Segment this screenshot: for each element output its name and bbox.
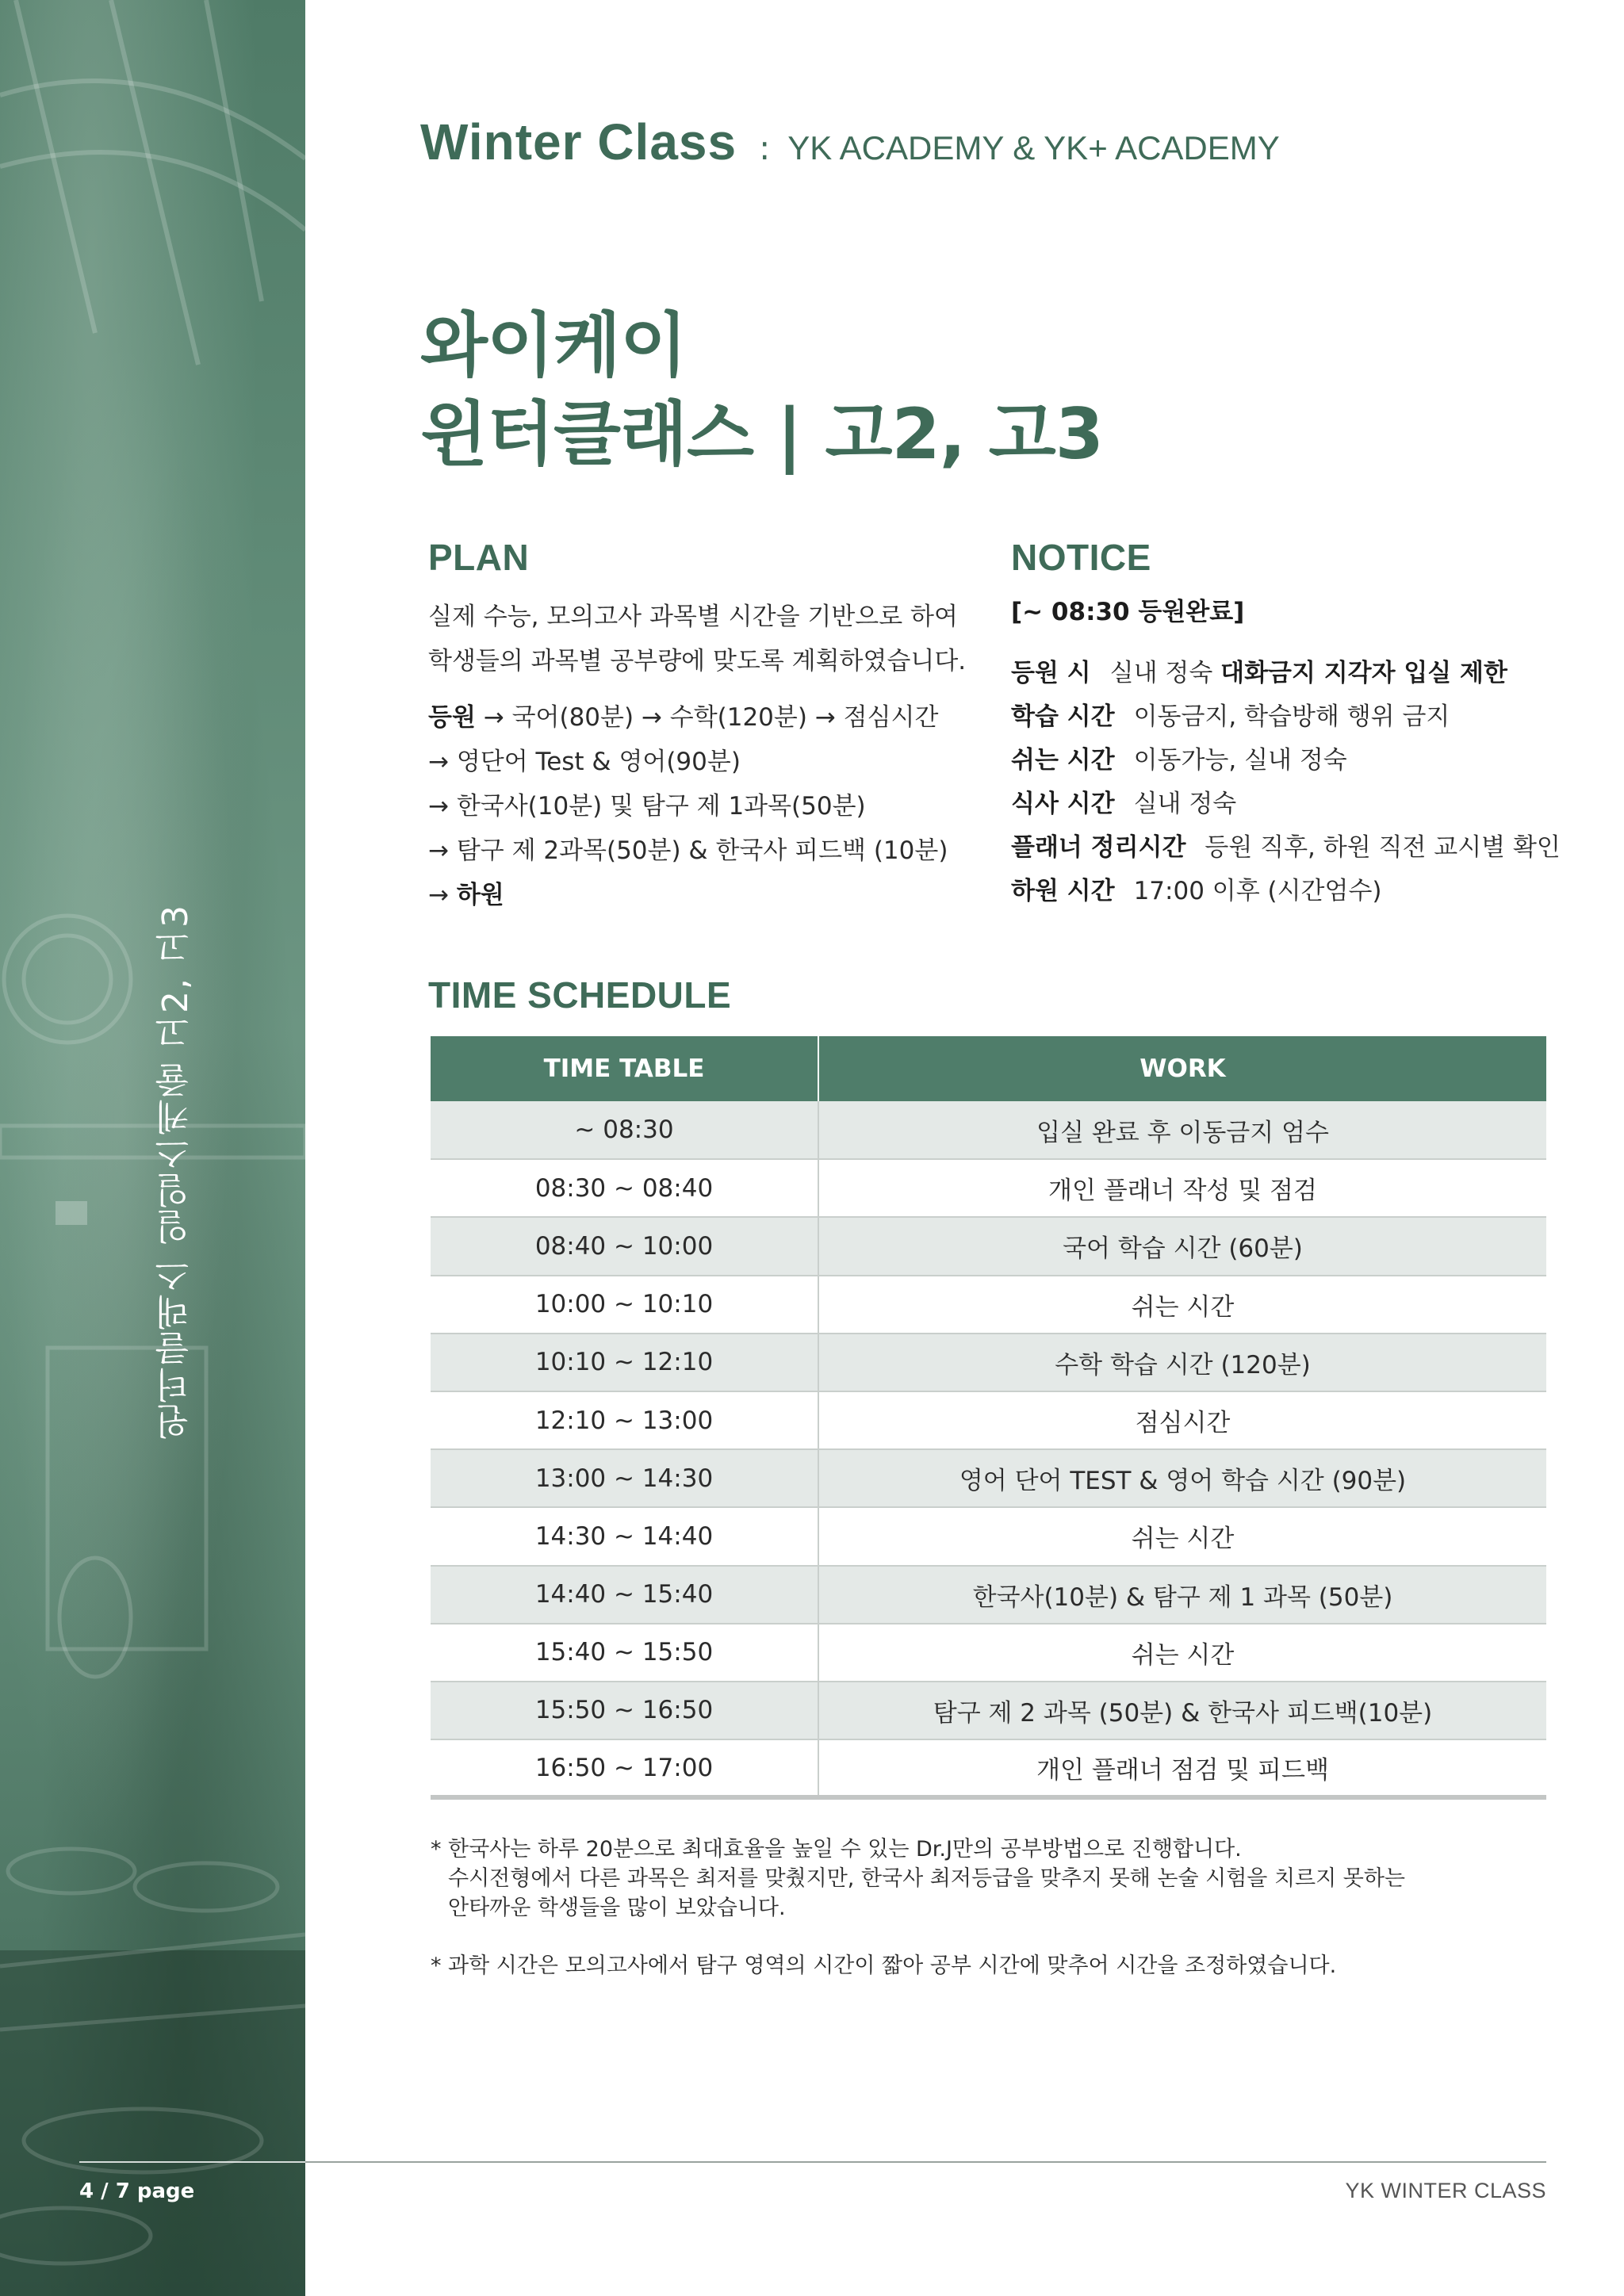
time-cell: 15:50 ~ 16:50 <box>431 1682 818 1739</box>
column-header-time: TIME TABLE <box>431 1036 818 1101</box>
plan-step-text: → 한국사(10분) 및 탐구 제 1과목(50분) <box>428 792 866 821</box>
time-cell: 13:00 ~ 14:30 <box>431 1449 818 1507</box>
schedule-heading: TIME SCHEDULE <box>428 974 732 1016</box>
footnote-marker: * <box>431 1837 442 1862</box>
page-title <box>420 301 1103 479</box>
work-cell: 영어 단어 TEST & 영어 학습 시간 (90분) <box>818 1449 1546 1507</box>
time-cell: 16:50 ~ 17:00 <box>431 1739 818 1797</box>
table-row <box>431 1566 1546 1624</box>
notice-item <box>1011 739 1566 783</box>
time-cell: 10:00 ~ 10:10 <box>431 1276 818 1334</box>
work-cell: 개인 플래너 작성 및 점검 <box>818 1159 1546 1217</box>
table-row <box>431 1682 1546 1739</box>
notice-text: 등원 직후, 하원 직전 교시별 확인 <box>1205 833 1561 862</box>
table-row <box>431 1276 1546 1334</box>
work-cell: 쉬는 시간 <box>818 1276 1546 1334</box>
work-cell: 국어 학습 시간 (60분) <box>818 1217 1546 1275</box>
plan-intro <box>428 595 983 683</box>
plan-step <box>428 695 983 740</box>
page-title-line-2: 윈터클래스 | 고2, 고3 <box>420 393 1103 475</box>
time-cell: 08:30 ~ 08:40 <box>431 1159 818 1217</box>
notice-item <box>1011 783 1566 826</box>
page-number: 4 / 7 page <box>79 2179 195 2203</box>
plan-step-text: → 영단어 Test & 영어(90분) <box>428 748 741 776</box>
notice-text: 실내 정숙 <box>1109 659 1221 687</box>
plan-step-text: → 국어(80분) → 수학(120분) → 점심시간 <box>475 703 939 732</box>
work-cell: 쉬는 시간 <box>818 1507 1546 1565</box>
time-cell: ~ 08:30 <box>431 1101 818 1159</box>
table-row <box>431 1739 1546 1797</box>
table-header-row <box>431 1036 1546 1101</box>
notice-item <box>1011 870 1566 913</box>
time-cell: 08:40 ~ 10:00 <box>431 1217 818 1275</box>
work-cell: 개인 플래너 점검 및 피드백 <box>818 1739 1546 1797</box>
notice-arrival-deadline: [~ 08:30 등원완료] <box>1011 598 1245 626</box>
work-cell: 점심시간 <box>818 1391 1546 1449</box>
plan-intro-line: 학생들의 과목별 공부량에 맞도록 계획하였습니다. <box>428 647 967 675</box>
header-title: Winter Class <box>420 113 737 170</box>
notice-text: 이동금지, 학습방해 행위 금지 <box>1133 702 1450 731</box>
plan-step-bold: 등원 <box>428 703 476 732</box>
page-header <box>420 113 1280 171</box>
table-row <box>431 1624 1546 1682</box>
time-cell: 12:10 ~ 13:00 <box>431 1391 818 1449</box>
table-row <box>431 1159 1546 1217</box>
footnote-marker: * <box>431 1954 442 1978</box>
footnote <box>431 1835 1541 1923</box>
plan-step <box>428 828 983 873</box>
table-row <box>431 1334 1546 1391</box>
schedule-table <box>431 1036 1546 1800</box>
notice-item <box>1011 826 1566 870</box>
footnote-line: 한국사는 하루 20분으로 최대효율을 높일 수 있는 Dr.J만의 공부방법으로 진행합니다. <box>448 1837 1242 1862</box>
time-cell: 14:40 ~ 15:40 <box>431 1566 818 1624</box>
table-row <box>431 1507 1546 1565</box>
notice-text: 17:00 이후 (시간엄수) <box>1133 877 1382 905</box>
footnote-line: 수시전형에서 다른 과목은 최저를 맞췄지만, 한국사 최저등급을 맞추지 못해 논술 시험을 치르지 못하는 <box>448 1866 1406 1891</box>
plan-heading: PLAN <box>428 537 530 578</box>
notice-label: 하원 시간 <box>1011 877 1115 905</box>
page-title-line-1: 와이케이 <box>420 304 688 386</box>
work-cell: 입실 완료 후 이동금지 엄수 <box>818 1101 1546 1159</box>
notice-item <box>1011 695 1566 739</box>
table-row <box>431 1391 1546 1449</box>
plan-steps <box>428 695 983 917</box>
work-cell: 쉬는 시간 <box>818 1624 1546 1682</box>
notice-heading: NOTICE <box>1011 537 1151 578</box>
footer-divider-left <box>79 2161 305 2163</box>
footnotes <box>431 1835 1541 2009</box>
sidebar-photo-panel <box>0 0 305 2296</box>
notice-list <box>1011 595 1566 913</box>
time-cell: 15:40 ~ 15:50 <box>431 1624 818 1682</box>
plan-step <box>428 784 983 828</box>
plan-intro-line: 실제 수능, 모의고사 과목별 시간을 기반으로 하여 <box>428 603 958 631</box>
footer-divider <box>305 2161 1546 2163</box>
footer-brand: YK WINTER CLASS <box>1345 2179 1546 2202</box>
plan-step <box>428 873 983 917</box>
header-subtitle: YK ACADEMY & YK+ ACADEMY <box>787 129 1280 166</box>
notice-item <box>1011 652 1566 695</box>
notice-label: 쉬는 시간 <box>1011 746 1115 775</box>
notice-label: 식사 시간 <box>1011 790 1115 818</box>
notice-label: 학습 시간 <box>1011 702 1115 731</box>
column-header-work: WORK <box>818 1036 1546 1101</box>
footnote <box>431 1951 1541 1980</box>
notice-text: 실내 정숙 <box>1133 790 1237 818</box>
table-row <box>431 1449 1546 1507</box>
notice-text-bold: 대화금지 지각자 입실 제한 <box>1220 659 1507 687</box>
work-cell: 탐구 제 2 과목 (50분) & 한국사 피드백(10분) <box>818 1682 1546 1739</box>
notice-label: 등원 시 <box>1011 659 1091 687</box>
header-separator: : <box>759 128 771 167</box>
notice-label: 플래너 정리시간 <box>1011 833 1186 862</box>
plan-step-text: → 탐구 제 2과목(50분) & 한국사 피드백 (10분) <box>428 836 948 865</box>
work-cell: 수학 학습 시간 (120분) <box>818 1334 1546 1391</box>
table-row <box>431 1217 1546 1275</box>
time-cell: 14:30 ~ 14:40 <box>431 1507 818 1565</box>
sidebar-vertical-title: 윈터클래스 일일스케쥴 고2, 고3 <box>155 904 196 1440</box>
footnote-line: 안타까운 학생들을 많이 보았습니다. <box>448 1896 786 1920</box>
plan-step <box>428 740 983 784</box>
footnote-line: 과학 시간은 모의고사에서 탐구 영역의 시간이 짧아 공부 시간에 맞추어 시간을 조정하였습니다. <box>448 1954 1337 1978</box>
plan-step-text: → <box>428 881 457 909</box>
notice-text: 이동가능, 실내 정숙 <box>1133 746 1347 775</box>
table-row <box>431 1101 1546 1159</box>
work-cell: 한국사(10분) & 탐구 제 1 과목 (50분) <box>818 1566 1546 1624</box>
time-cell: 10:10 ~ 12:10 <box>431 1334 818 1391</box>
plan-step-bold: 하원 <box>456 881 504 909</box>
